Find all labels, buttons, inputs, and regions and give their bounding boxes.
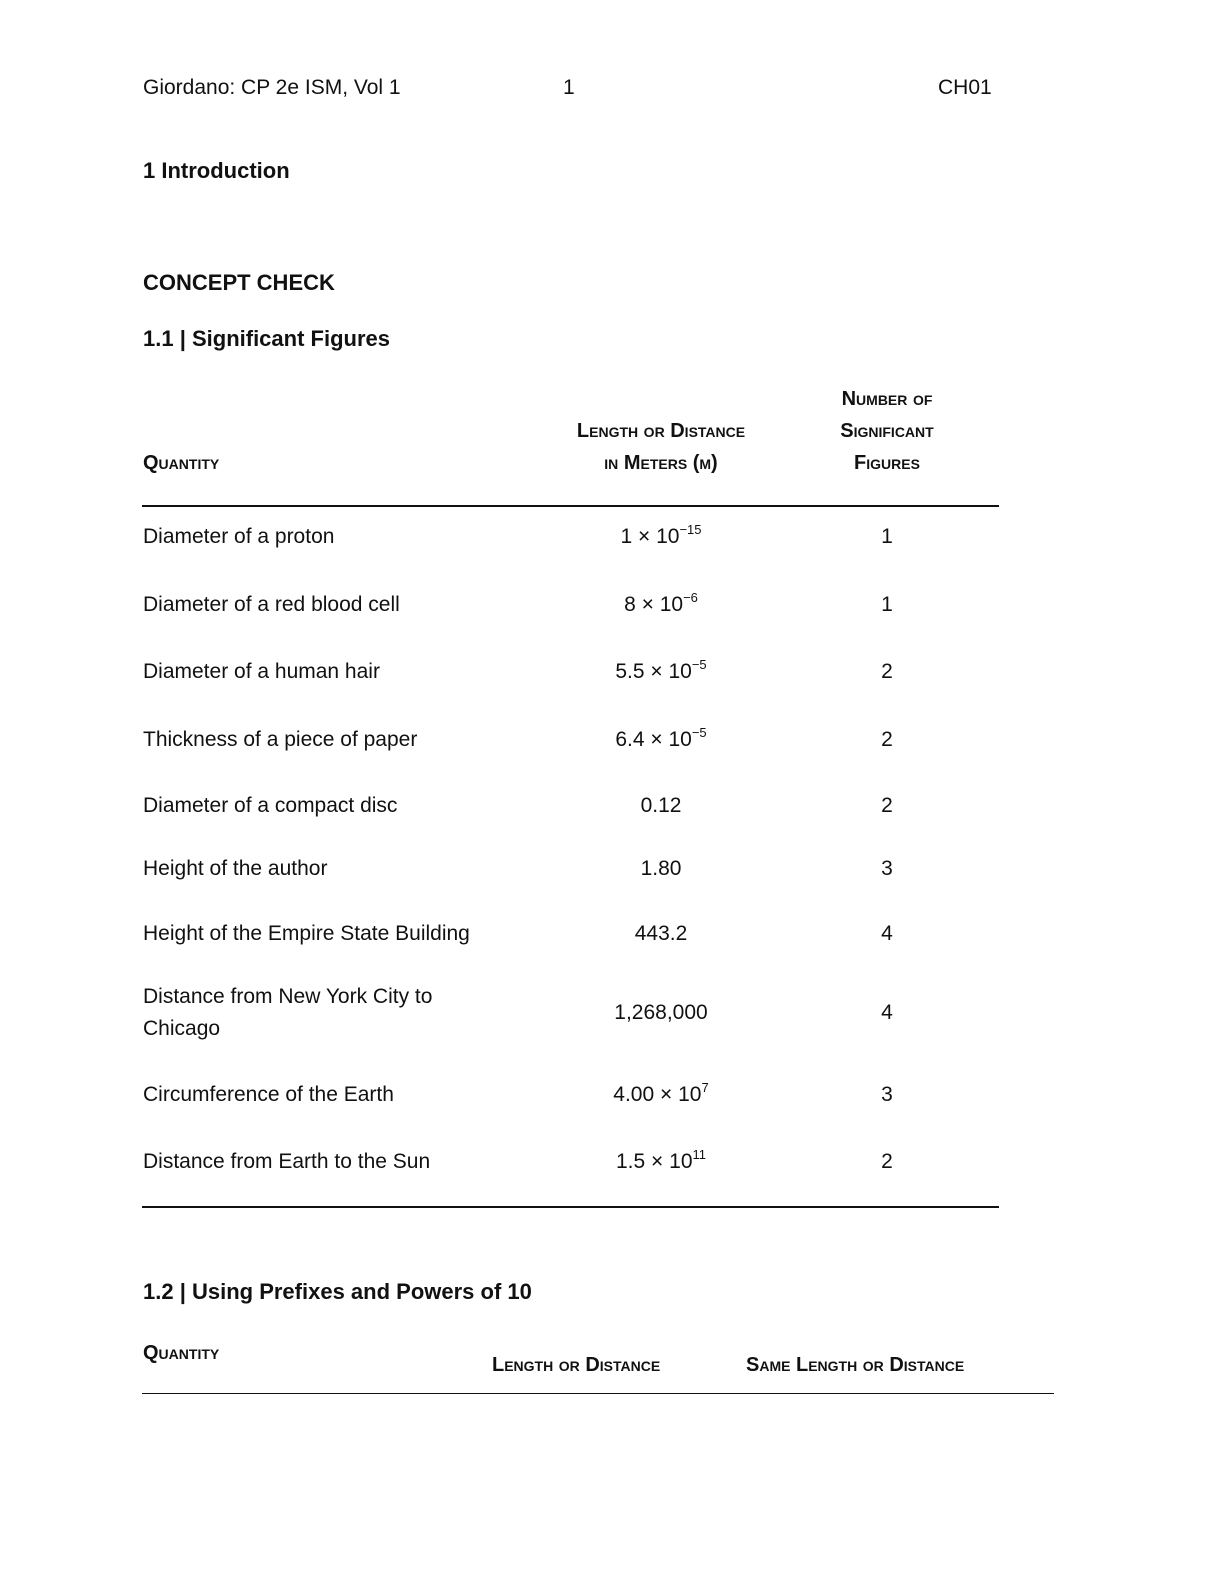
col-header-quantity-2: Quantity <box>143 1342 220 1364</box>
section-1-2-title: 1.2 | Using Prefixes and Powers of 10 <box>143 1279 532 1304</box>
col-header-length-line2: in Meters (m) <box>604 452 718 474</box>
col-header-length-line1: Length or Distance <box>576 420 746 442</box>
row-5-sig: 2 <box>881 794 893 817</box>
table-top-rule <box>142 505 999 507</box>
col-header-quantity: Quantity <box>143 452 220 474</box>
row-10-quantity: Distance from Earth to the Sun <box>143 1150 431 1173</box>
row-1-sig: 1 <box>881 525 893 548</box>
row-3-length: $5.5 \times 10^{-5}$ <box>615 657 707 683</box>
row-6-sig: 3 <box>881 857 893 880</box>
col-header-sig-line2: Significant <box>840 420 934 442</box>
row-8-length: 1,268,000 <box>614 1001 708 1024</box>
row-2-length: $8 \times 10^{-6}$ <box>624 590 698 616</box>
row-9-sig: 3 <box>881 1083 893 1106</box>
running-header-left: Giordano: CP 2e ISM, Vol 1 <box>143 76 401 99</box>
concept-check-heading: CONCEPT CHECK <box>143 270 335 295</box>
row-10-length: $1.5 \times 10^{11}$ <box>616 1147 706 1173</box>
table-2-top-rule <box>142 1393 1054 1394</box>
running-header-right: CH01 <box>938 76 992 99</box>
col-header-length-2: Length or Distance <box>492 1354 661 1376</box>
row-9-length: $4.00 \times 10^7$ <box>613 1080 709 1106</box>
row-7-sig: 4 <box>881 922 893 945</box>
row-2-sig: 1 <box>881 593 893 616</box>
row-4-length: $6.4 \times 10^{-5}$ <box>615 725 707 751</box>
row-1-quantity: Diameter of a proton <box>143 525 335 548</box>
col-header-sig-figs <box>812 383 962 479</box>
row-1-length: $1 \times 10^{-15}$ <box>620 522 702 548</box>
row-3-quantity: Diameter of a human hair <box>143 660 380 683</box>
page-number: 1 <box>563 76 575 99</box>
row-5-quantity: Diameter of a compact disc <box>143 794 398 817</box>
row-4-quantity: Thickness of a piece of paper <box>143 728 418 751</box>
row-8-sig: 4 <box>881 1001 893 1024</box>
row-2-quantity: Diameter of a red blood cell <box>143 593 400 616</box>
row-10-sig: 2 <box>881 1150 893 1173</box>
row-7-quantity: Height of the Empire State Building <box>143 922 470 945</box>
col-header-same-length: Same Length or Distance <box>746 1354 965 1376</box>
row-8-quantity: Distance from New York City to Chicago <box>143 985 433 1040</box>
row-4-sig: 2 <box>881 728 893 751</box>
row-3-sig: 2 <box>881 660 893 683</box>
col-header-sig-line3: Figures <box>854 452 920 474</box>
row-9-quantity: Circumference of the Earth <box>143 1083 394 1106</box>
section-1-1-title: 1.1 | Significant Figures <box>143 326 390 351</box>
col-header-sig-line1: Number of <box>841 388 933 410</box>
chapter-title: 1 Introduction <box>143 158 290 183</box>
row-6-length: 1.80 <box>640 857 682 880</box>
table-bottom-rule <box>142 1206 999 1208</box>
row-6-quantity: Height of the author <box>143 857 328 880</box>
row-7-length: 443.2 <box>634 922 688 945</box>
row-5-length: 0.12 <box>640 794 682 817</box>
col-header-length <box>540 415 782 479</box>
